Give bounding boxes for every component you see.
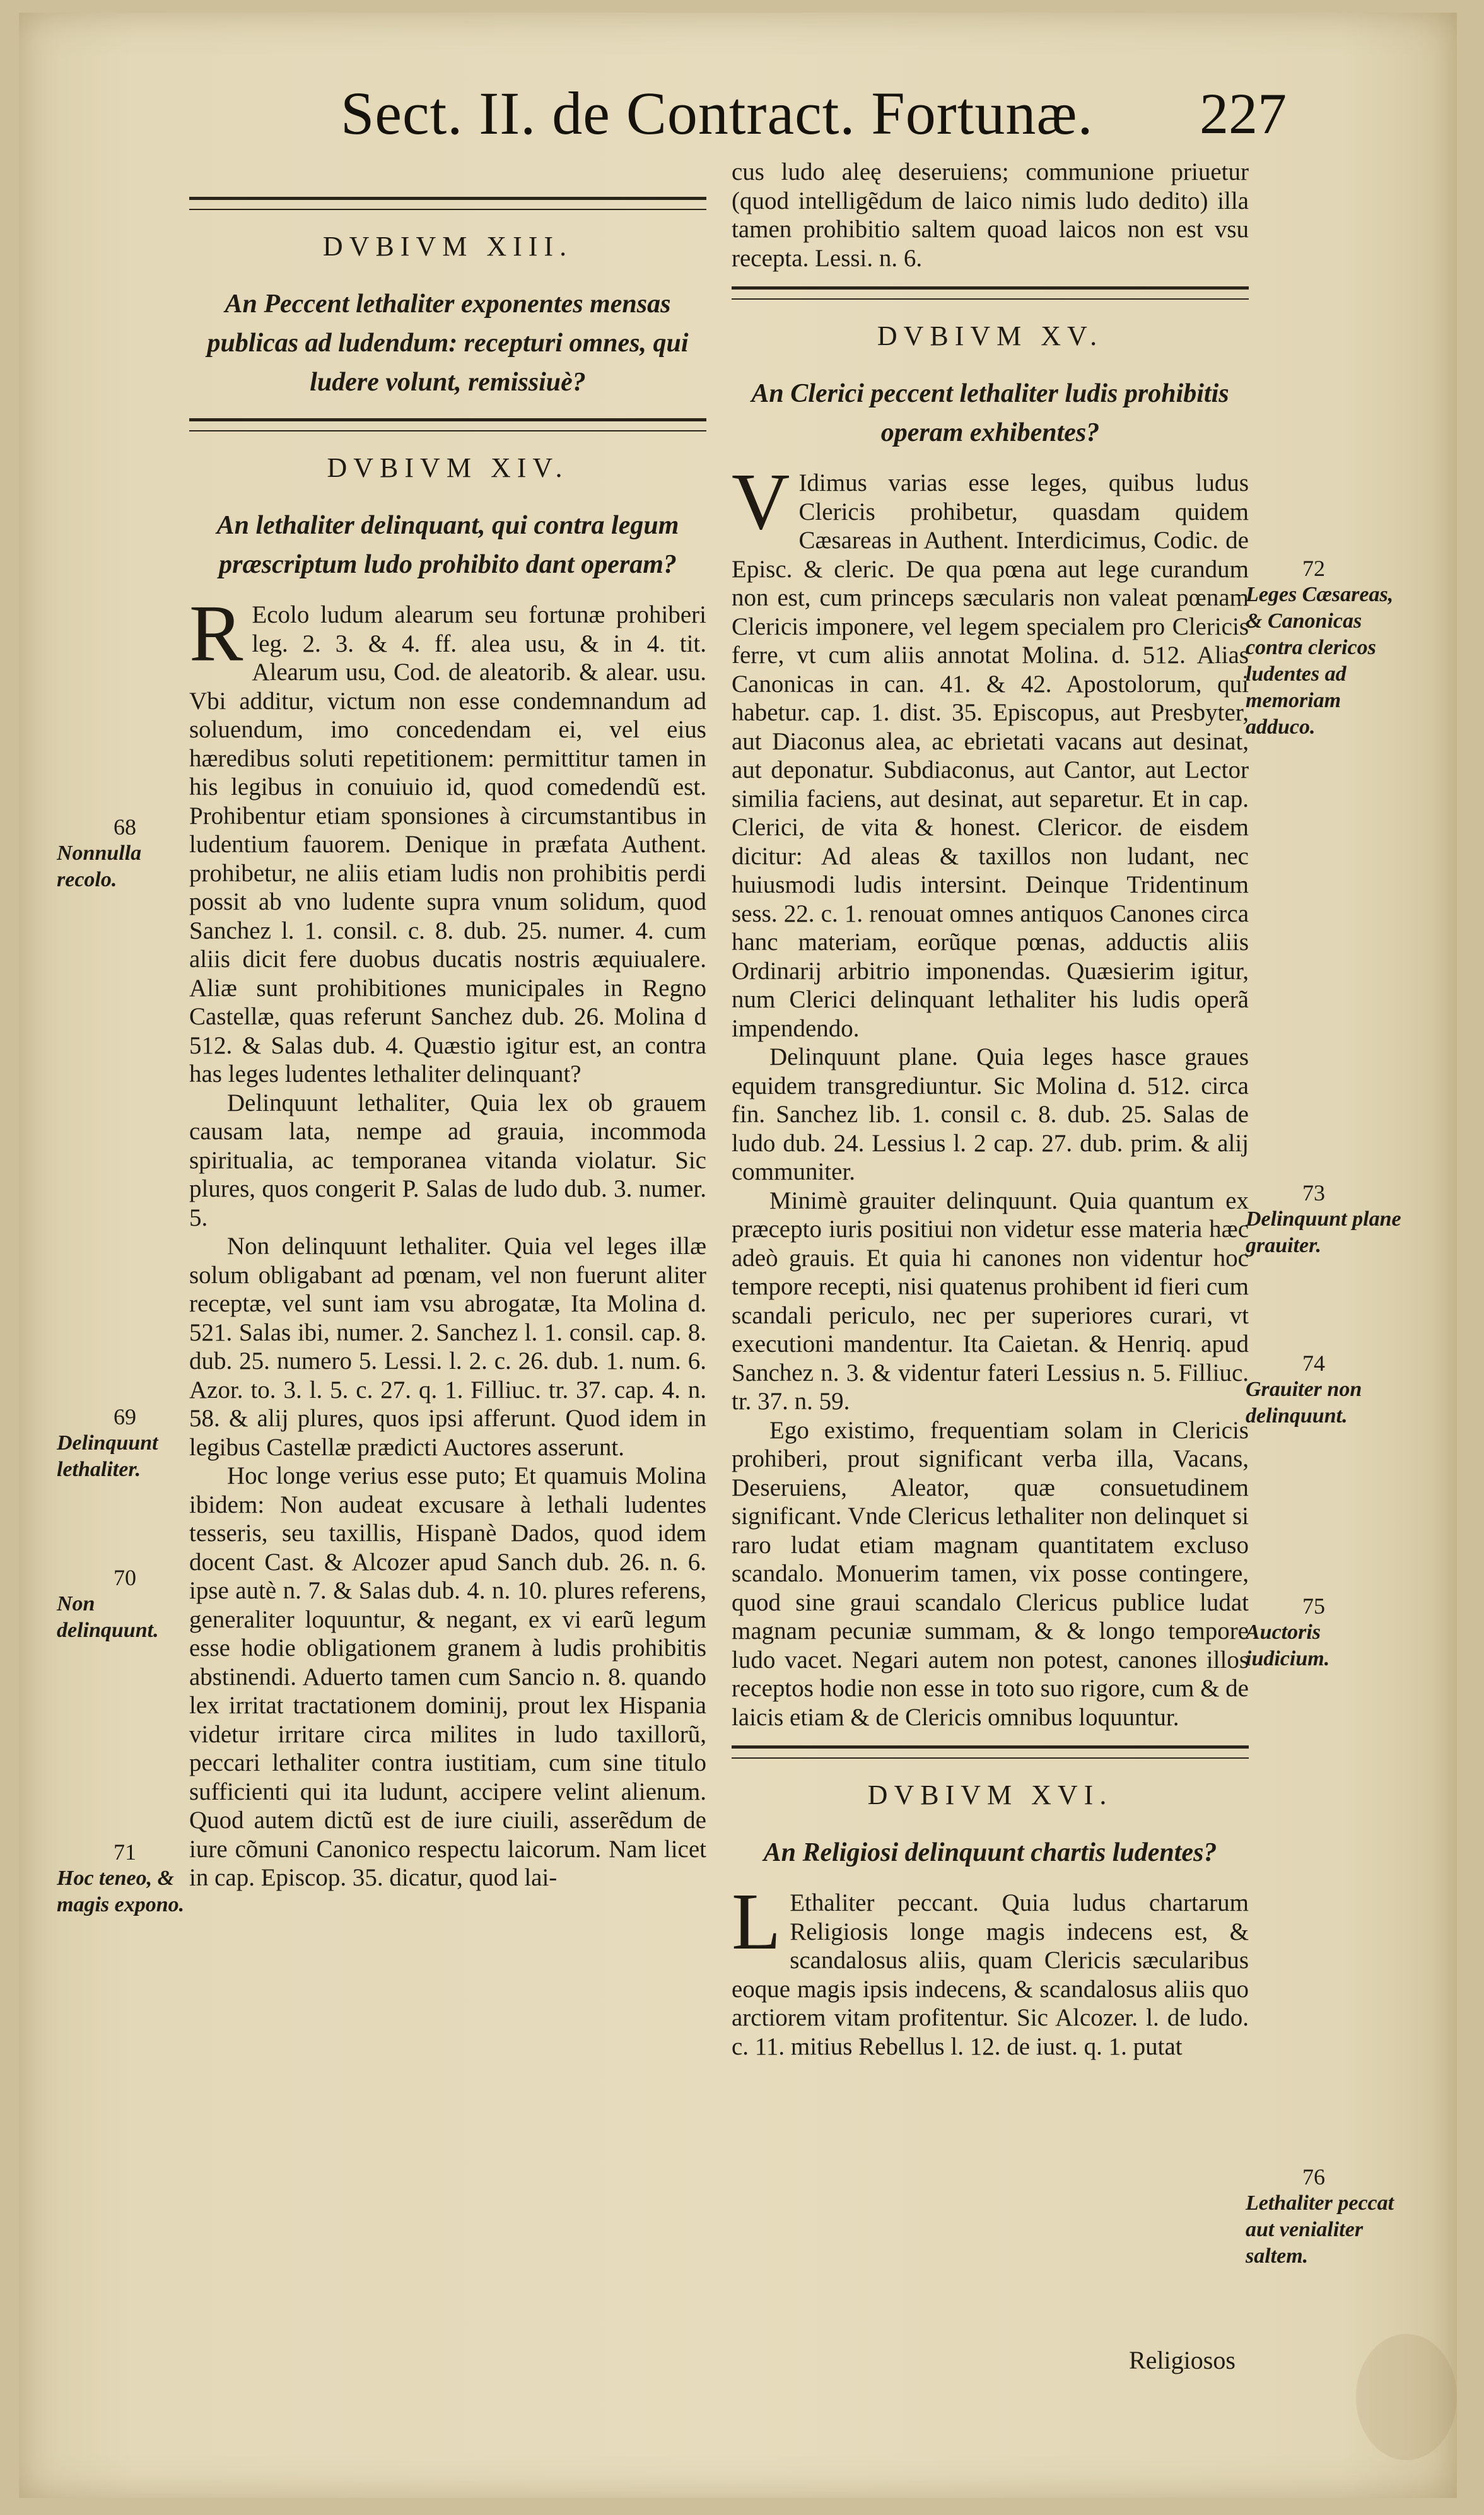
drop-cap: L	[732, 1877, 781, 1966]
margin-note-text: Hoc teneo, & magis expono.	[57, 1867, 185, 1916]
margin-note-72	[1246, 555, 1403, 741]
ornamental-rule	[732, 1745, 1249, 1759]
drop-cap: V	[732, 457, 790, 546]
page-number: 227	[1200, 81, 1287, 146]
margin-number: 69	[114, 1404, 136, 1429]
margin-number: 70	[114, 1565, 136, 1590]
paragraph-75: Ego existimo, frequentiam solam in Clericis prohiberi, prout significant verba illa, Vacans, Deseruiens, Aleator, quæ consuetudinem significant. Vnde Clericus lethaliter non delinquet si raro ludat etiam magnam quantitatem excluso scandalo. Monuerim tamen, vix posse contingere, quod sine graui scandalo Clericus publice ludat magnam pecuniæ summam, & & longo tempore ludo vacet. Negari autem non potest, canones illos receptos hodie non esse in toto suo rigore, cum & de laicis etiam & de Clericis omnibus loquuntur.	[732, 1416, 1249, 1731]
paragraph-76-text: Ethaliter peccant. Quia ludus chartarum Religiosis longe magis indecens est, & scandalosus aliis, quam Clericis sæcularibus eoque magis ipsis indecens, & scandalosus aliis quo arctiorem vitam profitentur. Sic Alcozer. l. de ludo. c. 11. mitius Rebellus l. 12. de iust. q. 1. putat	[732, 1889, 1249, 2060]
margin-note-text: Lethaliter peccat aut venialiter saltem.	[1246, 2191, 1394, 2268]
margin-note-text: Delinquunt plane grauiter.	[1246, 1207, 1401, 1257]
margin-number: 74	[1302, 1351, 1325, 1376]
continuation-text: cus ludo aleę deseruiens; communione priuetur (quod intelligẽdum de laico nimis ludo dedito) illa tamen prohibitio saltem quoad laicos non est vsu recepta. Lessi. n. 6.	[732, 158, 1249, 272]
margin-note-74	[1246, 1350, 1403, 1429]
paragraph-68	[189, 589, 706, 1089]
paragraph-72	[732, 457, 1249, 1043]
margin-note-text: Nonnulla recolo.	[57, 841, 142, 891]
running-header	[341, 76, 1287, 151]
margin-note-75	[1246, 1593, 1403, 1672]
margin-note-76	[1246, 2164, 1403, 2270]
right-column	[732, 158, 1249, 2061]
paragraph-71: Hoc longe verius esse puto; Et quamuis Molina ibidem: Non audeat excusare à lethali ludentes tesseris, seu taxillis, Hispanè Dados, quod idem docent Cast. & Alcozer apud Sanch dub. 26. n. 6. ipse autè n. 7. & Salas dub. 4. n. 10. plures referens, generaliter loquuntur, & negant, ex vi earũ legum esse hodie obligationem granem à ludis prohibitis abstinendi. Aduerto tamen cum Sancio n. 8. quando lex irritat tractationem dominij, prout lex Hispania videtur irritare circa milites in ludo taxillorũ, peccari lethaliter contra iustitiam, cum sine titulo sufficienti qui ita ludunt, accipere velint alienum. Quod autem dictũ est de iure ciuili, asserẽdum de iure cõmuni Canonico respectu laicorum. Nam licet in cap. Episcop. 35. dicatur, quod lai-	[189, 1462, 706, 1891]
margin-note-text: Non delinquunt.	[57, 1592, 159, 1642]
dubium-16-heading: DVBIVM XVI.	[867, 1779, 1113, 1810]
dubium-14-question: An lethaliter delinquant, qui contra legum præscriptum ludo prohibito dant operam?	[216, 511, 679, 579]
margin-note-73	[1246, 1180, 1403, 1259]
dubium-15-question: An Clerici peccent lethaliter ludis prohibitis operam exhibentes?	[751, 379, 1229, 447]
paragraph-69: Delinquunt lethaliter, Quia lex ob grauem causam lata, nempe ad grauia, incommoda spiritualia, ac temporanea vitanda violatur. Sic plures, quos congerit P. Salas de ludo dub. 3. numer. 5.	[189, 1089, 706, 1231]
dubium-13-heading: DVBIVM XIII.	[322, 231, 573, 262]
dubium-14-heading: DVBIVM XIV.	[327, 452, 569, 483]
catchword: Religiosos	[1129, 2346, 1236, 2374]
paragraph-68-text: Ecolo ludum alearum seu fortunæ prohiberi leg. 2. 3. & 4. ff. alea usu, & in 4. tit. Alearum usu, Cod. de aleatorib. & alear. usu. Vbi additur, victum non esse condemnandum ad soluendum, imo concedendam ei, vel eius hæredibus soluti repetitionem: permittitur tamen in his legibus in conuiuio id, quod comedendũ est. Prohibentur etiam sponsiones à circumstantibus in ludentium fauorem. Denique in præfata Authent. prohibetur, ne aliis etiam ludis non prohibitis perdi possit ab vno ludente supra vnum solidum, quod Sanchez l. 1. consil. c. 8. dub. 25. numer. 4. cum aliis dicit fere duobus ducatis nostris æquiualere. Aliæ sunt prohibitiones municipales in Regno Castellæ, quas referunt Sanchez dub. 26. Molina d 512. & Salas dub. 4. Quæstio igitur est, an contra has leges ludentes lethaliter delinquant?	[189, 601, 706, 1087]
ornamental-rule	[189, 418, 706, 431]
paragraph-72-text: Idimus varias esse leges, quibus ludus Clericis prohibetur, quasdam quidem Cæsareas in Authent. Interdicimus, Codic. de Episc. & cleric. De qua pœna aut lege curandum non est, cum princeps sæcularis non valeat pœnam Clericis imponere, vel legem specialem pro Clericis ferre, vt cum aliis annotat Molina. d. 512. Alias Canonicas in can. 41. & 42. Apostolorum, qui habetur. cap. 1. dist. 35. Episcopus, aut Presbyter, aut Diaconus alea, ac ebrietati vacans aut desinat, aut deponatur. Subdiaconus, aut Cantor, aut Lector similia faciens, aut desinat, aut separetur. Et in cap. Clerici, de vita & honest. Clericor. de eisdem dicitur: Ad aleas & taxillos non ludant, nec huiusmodi ludis intersint. Deinque Tridentinum sess. 22. c. 1. renouat omnes antiquos Canones circa hanc materiam, eorũque pœnas, adductis aliis Ordinarij arbitrio imponendas. Quæsierim igitur, num Clerici delinquant lethaliter his ludis operã impendendo.	[732, 469, 1249, 1042]
margin-note-68	[57, 814, 189, 893]
paragraph-76	[732, 1877, 1249, 2061]
margin-note-69	[57, 1404, 189, 1483]
margin-number: 75	[1302, 1593, 1325, 1619]
margin-number: 71	[114, 1839, 136, 1865]
paragraph-73: Delinquunt plane. Quia leges hasce graues equidem transgrediuntur. Sic Molina d. 512. circa fin. Sanchez lib. 1. consil c. 8. dub. 25. Salas de ludo dub. 24. Lessius l. 2 cap. 27. dub. prim. & alij communiter.	[732, 1043, 1249, 1185]
left-column	[189, 183, 706, 1892]
dubium-15-heading: DVBIVM XV.	[877, 320, 1104, 351]
dubium-13-question: An Peccent lethaliter exponentes mensas publicas ad ludendum: recepturi omnes, qui ludere volunt, remissiuè?	[207, 290, 689, 397]
margin-note-71	[57, 1839, 189, 1918]
margin-note-70	[57, 1564, 189, 1644]
paragraph-70: Non delinquunt lethaliter. Quia vel leges illæ solum obligabant ad pœnam, vel non fuerunt aliter receptæ, vel sunt iam vsu abrogatæ, Ita Molina d. 521. Salas ibi, numer. 2. Sanchez l. 1. consil. cap. 8. dub. 25. numero 5. Lessi. l. 2. c. 26. dub. 1. num. 6. Azor. to. 3. l. 5. c. 27. q. 1. Filliuc. tr. 37. cap. 4. n. 58. & alij plures, quos ipsi afferunt. Quod idem in legibus Castellæ prædicti Auctores asserunt.	[189, 1233, 706, 1461]
ornamental-rule	[732, 286, 1249, 300]
margin-note-text: Leges Cæsareas, & Canonicas contra clericos ludentes ad memoriam adduco.	[1246, 583, 1394, 739]
paragraph-74: Minimè grauiter delinquunt. Quia quantum ex præcepto iuris positiui non videtur esse materia hæc adeò grauis. Et quia hi canones non videntur hoc tempore recepti, nisi quatenus prohibent id fieri cum scandali periculo, nec per superiores curari, vt executioni mandentur. Ita Caietan. & Henriq. apud Sanchez n. 3. & videntur fateri Lessius n. 5. Filliuc. tr. 37. n. 59.	[732, 1187, 1249, 1415]
margin-number: 73	[1302, 1180, 1325, 1205]
running-title: Sect. II. de Contract. Fortunæ.	[341, 79, 1094, 147]
drop-cap: R	[189, 589, 243, 678]
margin-number: 68	[114, 814, 136, 840]
margin-note-text: Auctoris iudicium.	[1246, 1621, 1330, 1670]
dubium-16-question: An Religiosi delinquunt chartis ludentes?	[763, 1838, 1217, 1867]
ornamental-rule	[189, 197, 706, 210]
margin-note-text: Delinquunt lethaliter.	[57, 1431, 158, 1481]
margin-number: 72	[1302, 556, 1325, 581]
margin-note-text: Grauiter non delinquunt.	[1246, 1378, 1362, 1428]
margin-number: 76	[1302, 2164, 1325, 2190]
paper-stain	[1356, 2334, 1457, 2460]
